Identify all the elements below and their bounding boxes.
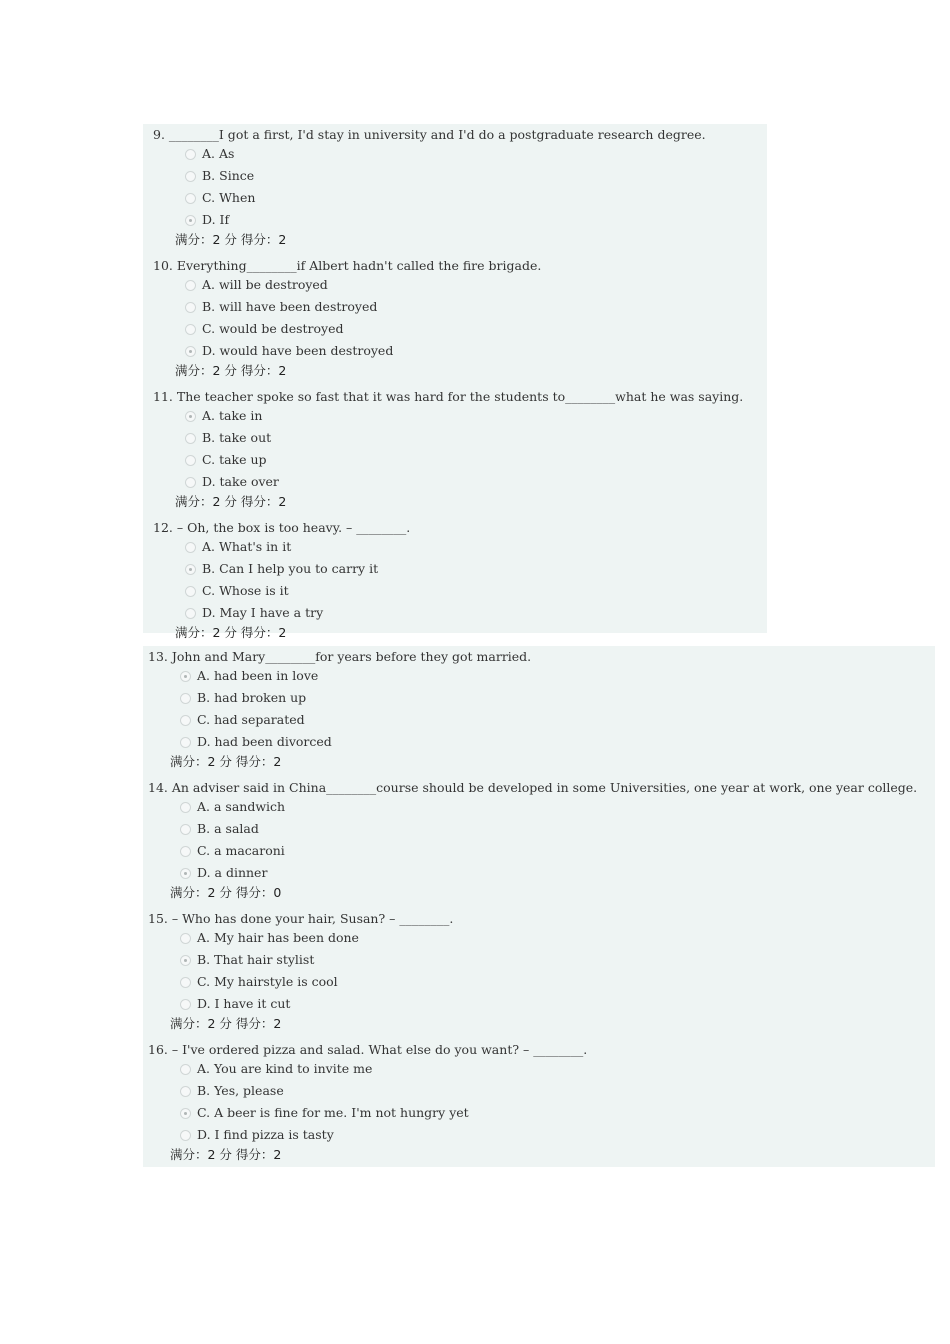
answer-option[interactable] [153, 449, 767, 471]
answer-option[interactable] [148, 1080, 935, 1102]
answer-option[interactable] [148, 687, 935, 709]
option-label: D. take over [202, 474, 279, 489]
radio-checked-icon[interactable] [185, 346, 196, 357]
radio-icon[interactable] [185, 324, 196, 335]
option-label: B. That hair stylist [197, 952, 315, 967]
option-label: D. If [202, 212, 230, 227]
option-label: B. Yes, please [197, 1083, 284, 1098]
option-label: C. had separated [197, 712, 305, 727]
radio-icon[interactable] [180, 977, 191, 988]
answer-option[interactable] [153, 471, 767, 493]
radio-icon[interactable] [180, 802, 191, 813]
option-label: A. What's in it [202, 539, 292, 554]
question-stem: 11. The teacher spoke so fast that it was hard for the students to________what he was saying. [153, 389, 744, 404]
answer-option[interactable] [153, 296, 767, 318]
answer-option[interactable] [153, 558, 767, 580]
option-label: B. take out [202, 430, 272, 445]
radio-checked-icon[interactable] [185, 564, 196, 575]
score-line: 满分：2 分 得分：2 [170, 754, 282, 769]
radio-icon[interactable] [185, 477, 196, 488]
radio-icon[interactable] [185, 542, 196, 553]
answer-option[interactable] [148, 971, 935, 993]
score-line: 满分：2 分 得分：2 [175, 232, 287, 247]
answer-option[interactable] [153, 274, 767, 296]
question-item [153, 389, 767, 511]
question-item [148, 780, 935, 902]
radio-icon[interactable] [180, 824, 191, 835]
answer-option[interactable] [148, 1058, 935, 1080]
radio-checked-icon[interactable] [185, 215, 196, 226]
radio-icon[interactable] [180, 693, 191, 704]
question-item [148, 911, 935, 1033]
score-line: 满分：2 分 得分：2 [170, 1016, 282, 1031]
radio-icon[interactable] [185, 455, 196, 466]
radio-icon[interactable] [185, 608, 196, 619]
option-label: C. would be destroyed [202, 321, 344, 336]
question-stem: 12. – Oh, the box is too heavy. – ________. [153, 520, 411, 535]
option-label: B. a salad [197, 821, 259, 836]
radio-icon[interactable] [180, 715, 191, 726]
option-label: C. take up [202, 452, 267, 467]
option-label: C. A beer is fine for me. I'm not hungry yet [197, 1105, 469, 1120]
option-label: A. My hair has been done [197, 930, 359, 945]
answer-option[interactable] [148, 927, 935, 949]
radio-icon[interactable] [180, 1064, 191, 1075]
question-stem: 16. – I've ordered pizza and salad. What else do you want? – ________. [148, 1042, 588, 1057]
radio-icon[interactable] [185, 149, 196, 160]
answer-option[interactable] [148, 1102, 935, 1124]
option-label: D. May I have a try [202, 605, 324, 620]
option-label: D. I have it cut [197, 996, 291, 1011]
question-stem: 15. – Who has done your hair, Susan? – ________. [148, 911, 454, 926]
score-line: 满分：2 分 得分：2 [175, 625, 287, 640]
answer-option[interactable] [148, 796, 935, 818]
option-label: A. a sandwich [197, 799, 286, 814]
option-label: D. I find pizza is tasty [197, 1127, 334, 1142]
option-label: B. had broken up [197, 690, 307, 705]
answer-option[interactable] [153, 405, 767, 427]
option-label: A. will be destroyed [202, 277, 328, 292]
option-label: A. had been in love [197, 668, 319, 683]
radio-icon[interactable] [185, 280, 196, 291]
quiz-panel-1 [143, 124, 767, 640]
option-label: A. take in [202, 408, 263, 423]
option-label: A. You are kind to invite me [197, 1061, 373, 1076]
question-stem: 9. ________I got a first, I'd stay in university and I'd do a postgraduate research degree. [153, 127, 706, 142]
answer-option[interactable] [153, 340, 767, 362]
option-label: C. a macaroni [197, 843, 285, 858]
radio-icon[interactable] [180, 999, 191, 1010]
score-line: 满分：2 分 得分：0 [170, 885, 282, 900]
question-item [148, 649, 935, 771]
score-line: 满分：2 分 得分：2 [170, 1147, 282, 1162]
option-label: B. Can I help you to carry it [202, 561, 379, 576]
answer-option[interactable] [153, 165, 767, 187]
answer-option[interactable] [153, 187, 767, 209]
answer-option[interactable] [153, 209, 767, 231]
answer-option[interactable] [148, 949, 935, 971]
answer-option[interactable] [148, 840, 935, 862]
answer-option[interactable] [153, 602, 767, 624]
answer-option[interactable] [148, 993, 935, 1015]
radio-icon[interactable] [180, 846, 191, 857]
answer-option[interactable] [148, 665, 935, 687]
answer-option[interactable] [148, 731, 935, 753]
answer-option[interactable] [153, 143, 767, 165]
radio-icon[interactable] [180, 1130, 191, 1141]
radio-icon[interactable] [185, 302, 196, 313]
radio-checked-icon[interactable] [180, 671, 191, 682]
radio-icon[interactable] [185, 586, 196, 597]
question-stem: 13. John and Mary________for years before they got married. [148, 649, 532, 664]
radio-checked-icon[interactable] [180, 1108, 191, 1119]
option-label: C. When [202, 190, 256, 205]
answer-option[interactable] [153, 580, 767, 602]
option-label: D. had been divorced [197, 734, 332, 749]
radio-icon[interactable] [185, 433, 196, 444]
radio-icon[interactable] [180, 1086, 191, 1097]
option-label: C. Whose is it [202, 583, 289, 598]
option-label: B. Since [202, 168, 255, 183]
option-label: D. would have been destroyed [202, 343, 394, 358]
quiz-panel-2 [143, 646, 935, 1167]
answer-option[interactable] [153, 427, 767, 449]
radio-icon[interactable] [185, 193, 196, 204]
radio-checked-icon[interactable] [185, 411, 196, 422]
answer-option[interactable] [153, 536, 767, 558]
option-label: D. a dinner [197, 865, 268, 880]
answer-option[interactable] [153, 318, 767, 340]
option-label: C. My hairstyle is cool [197, 974, 338, 989]
question-item [153, 258, 767, 380]
question-item [148, 1042, 935, 1164]
answer-option[interactable] [148, 818, 935, 840]
question-stem: 14. An adviser said in China________course should be developed in some Universities, one year at work, one year college. [148, 780, 918, 795]
question-item [153, 127, 767, 249]
question-item [153, 520, 767, 642]
score-line: 满分：2 分 得分：2 [175, 494, 287, 509]
option-label: A. As [202, 146, 235, 161]
radio-checked-icon[interactable] [180, 868, 191, 879]
option-label: B. will have been destroyed [202, 299, 378, 314]
radio-checked-icon[interactable] [180, 955, 191, 966]
radio-icon[interactable] [180, 737, 191, 748]
answer-option[interactable] [148, 862, 935, 884]
radio-icon[interactable] [180, 933, 191, 944]
question-stem: 10. Everything________if Albert hadn't called the fire brigade. [153, 258, 542, 273]
answer-option[interactable] [148, 1124, 935, 1146]
radio-icon[interactable] [185, 171, 196, 182]
answer-option[interactable] [148, 709, 935, 731]
score-line: 满分：2 分 得分：2 [175, 363, 287, 378]
